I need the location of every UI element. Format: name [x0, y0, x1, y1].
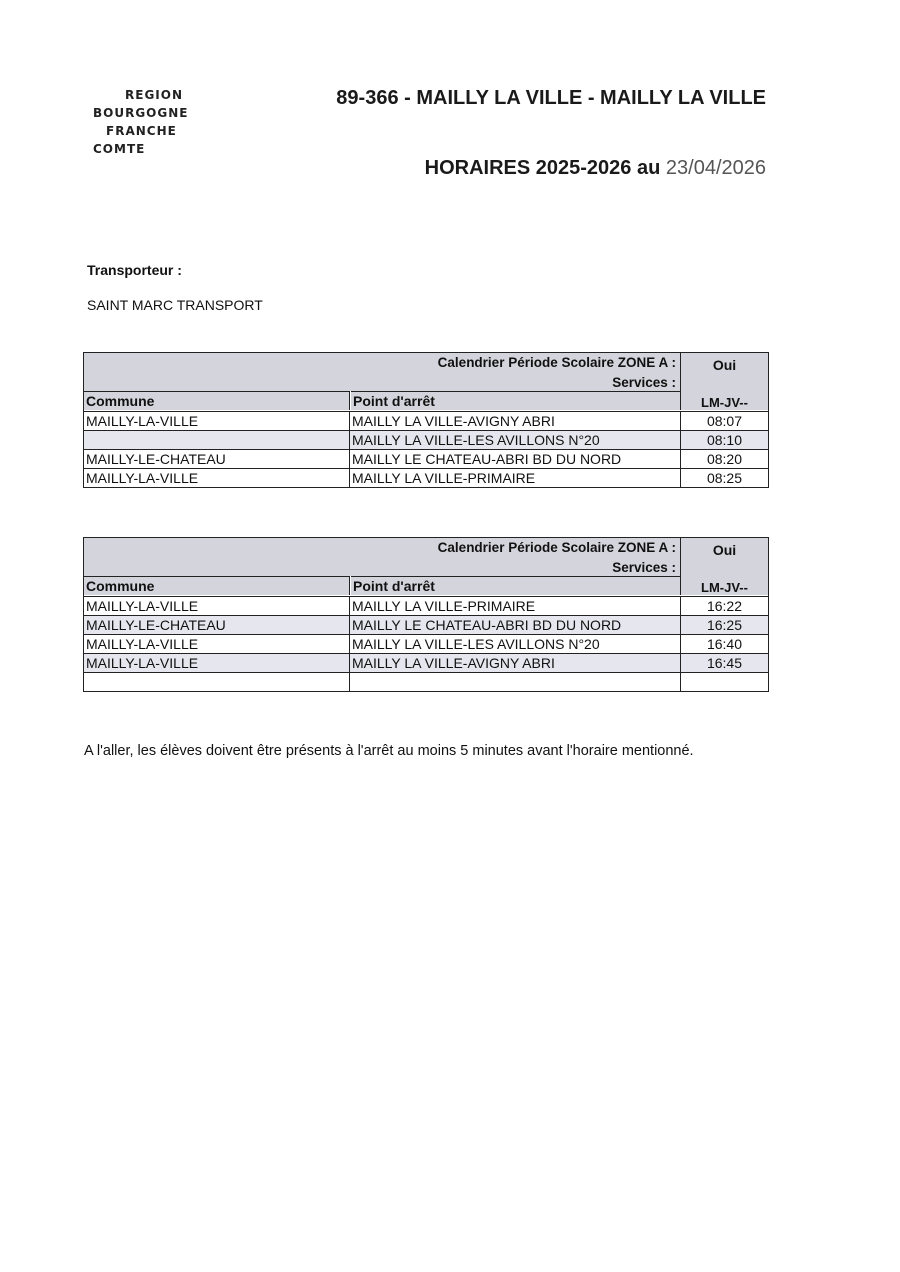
- table-row: [84, 449, 768, 468]
- table-row: [84, 596, 768, 615]
- point-cell: MAILLY LA VILLE-LES AVILLONS N°20: [350, 431, 681, 449]
- commune-cell: MAILLY-LA-VILLE: [84, 597, 350, 615]
- transporteur-label: Transporteur :: [87, 262, 182, 278]
- page-title: 89-366 - MAILLY LA VILLE - MAILLY LA VILLE: [336, 87, 766, 109]
- services-label: Services :: [612, 375, 676, 390]
- calendar-label: Calendrier Période Scolaire ZONE A :: [437, 355, 676, 370]
- commune-cell: [84, 431, 350, 449]
- schedule-table-morning: [83, 352, 769, 488]
- commune-cell: MAILLY-LE-CHATEAU: [84, 450, 350, 468]
- commune-cell-empty: [84, 673, 350, 691]
- point-cell: MAILLY LA VILLE-LES AVILLONS N°20: [350, 635, 681, 653]
- schedule-subtitle: [280, 157, 766, 180]
- service-column-header: [681, 538, 768, 595]
- table-row: [84, 615, 768, 634]
- service-days: LM-JV--: [701, 395, 748, 410]
- time-cell: 08:10: [706, 432, 743, 448]
- time-cell: 16:40: [706, 636, 743, 652]
- point-cell: MAILLY LA VILLE-PRIMAIRE: [350, 469, 681, 487]
- point-cell: MAILLY LA VILLE-AVIGNY ABRI: [350, 412, 681, 430]
- table-row-empty: [84, 672, 768, 691]
- table-row: [84, 411, 768, 430]
- time-cell: 08:20: [706, 451, 743, 467]
- logo-line-franche: FRANCHE: [106, 124, 177, 138]
- calendar-header: [84, 353, 681, 391]
- logo-line-bourgogne: BOURGOGNE: [93, 106, 189, 120]
- subtitle-date: 23/04/2026: [665, 157, 766, 179]
- region-logo: [90, 86, 200, 158]
- time-cell: 08:25: [706, 470, 743, 486]
- commune-cell: MAILLY-LE-CHATEAU: [84, 616, 350, 634]
- service-days: LM-JV--: [701, 580, 748, 595]
- service-column-header: [681, 353, 768, 410]
- arrival-note: A l'aller, les élèves doivent être présents à l'arrêt au moins 5 minutes avant l'horaire mentionné.: [84, 743, 694, 759]
- services-label: Services :: [612, 560, 676, 575]
- commune-cell: MAILLY-LA-VILLE: [84, 412, 350, 430]
- table-row: [84, 634, 768, 653]
- column-header-point: Point d'arrêt: [351, 391, 681, 410]
- logo-line-region: REGION: [125, 88, 183, 102]
- commune-cell: MAILLY-LA-VILLE: [84, 635, 350, 653]
- column-header-commune: Commune: [84, 391, 350, 410]
- transporteur-name: SAINT MARC TRANSPORT: [87, 297, 263, 313]
- table-row: [84, 430, 768, 449]
- time-cell: 08:07: [706, 413, 743, 429]
- column-header-commune: Commune: [84, 576, 350, 595]
- point-cell: MAILLY LE CHATEAU-ABRI BD DU NORD: [350, 450, 681, 468]
- logo-line-comte: COMTE: [93, 142, 146, 156]
- calendar-value: Oui: [712, 542, 737, 558]
- calendar-header: [84, 538, 681, 576]
- table-row: [84, 468, 768, 487]
- point-cell: MAILLY LA VILLE-AVIGNY ABRI: [350, 654, 681, 672]
- schedule-table-afternoon: [83, 537, 769, 692]
- subtitle-prefix: HORAIRES 2025-2026 au: [424, 157, 661, 179]
- calendar-value: Oui: [712, 357, 737, 373]
- point-cell: MAILLY LE CHATEAU-ABRI BD DU NORD: [350, 616, 681, 634]
- time-cell: 16:22: [706, 598, 743, 614]
- point-cell-empty: [350, 673, 681, 691]
- time-cell: 16:45: [706, 655, 743, 671]
- time-cell: 16:25: [706, 617, 743, 633]
- calendar-label: Calendrier Période Scolaire ZONE A :: [437, 540, 676, 555]
- point-cell: MAILLY LA VILLE-PRIMAIRE: [350, 597, 681, 615]
- time-cell-empty: [681, 673, 768, 691]
- commune-cell: MAILLY-LA-VILLE: [84, 469, 350, 487]
- table-row: [84, 653, 768, 672]
- column-header-point: Point d'arrêt: [351, 576, 681, 595]
- commune-cell: MAILLY-LA-VILLE: [84, 654, 350, 672]
